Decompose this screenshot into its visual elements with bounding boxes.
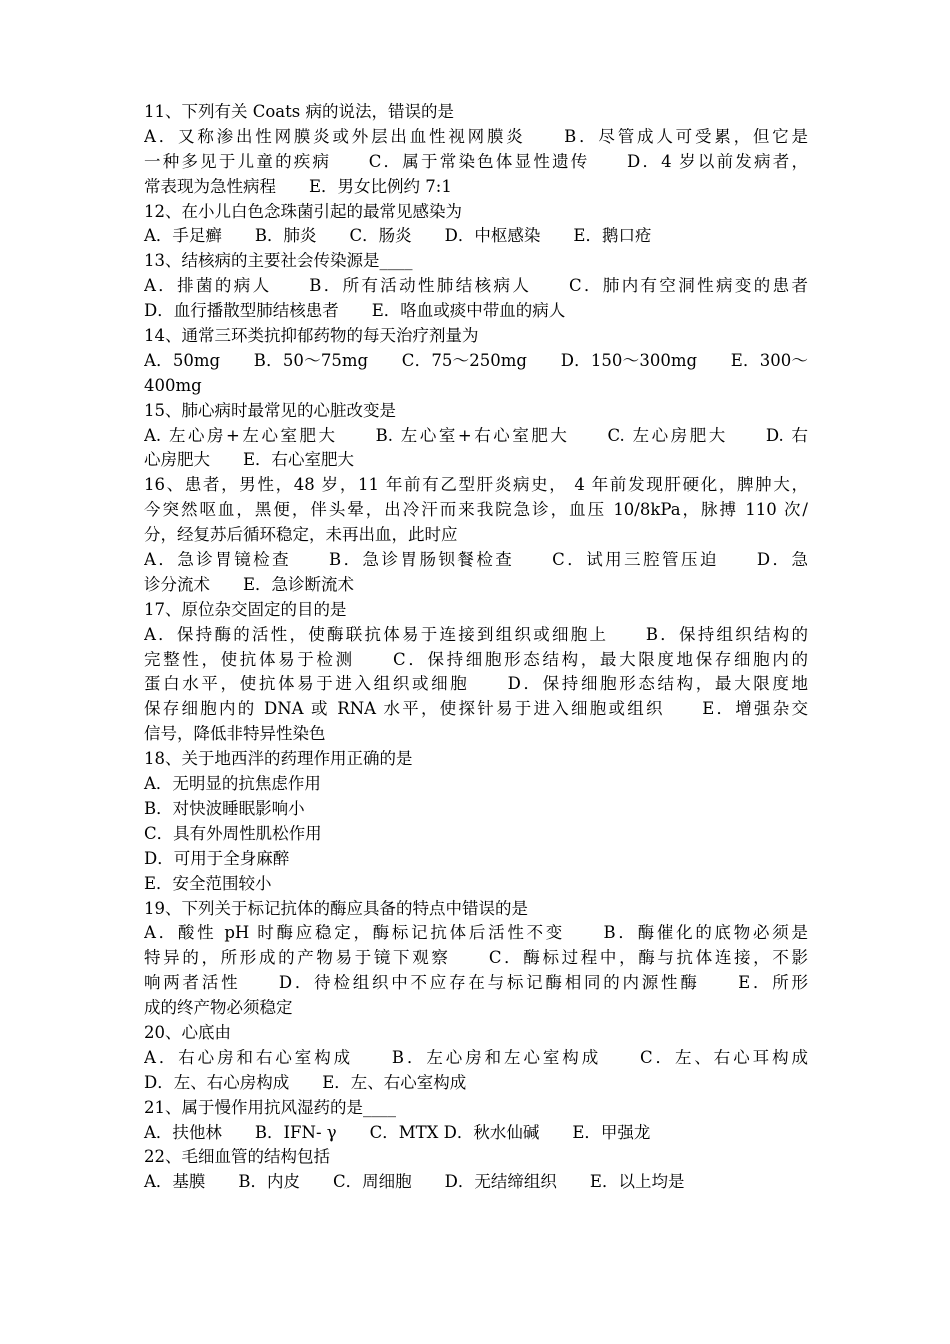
text-line: 特异的，所形成的产物易于镜下观察 C．酶标过程中，酶与抗体连接，不影: [144, 948, 808, 968]
text-line: C．具有外周性肌松作用: [144, 823, 322, 843]
text-line: A. 左心房+左心室肥大 B. 左心室+右心室肥大 C. 左心房肥大 D. 右: [144, 425, 808, 445]
text-line: A．又称渗出性网膜炎或外层出血性视网膜炎 B．尽管成人可受累，但它是: [144, 126, 808, 146]
text-line: D．血行播散型肺结核患者 E．咯血或痰中带血的病人: [144, 301, 566, 321]
text-line: A．右心房和右心室构成 B．左心房和左心室构成 C．左、右心耳构成: [144, 1047, 808, 1067]
text-line: 信号，降低非特异性染色: [144, 724, 326, 744]
text-line: A．无明显的抗焦虑作用: [144, 774, 321, 794]
text-line: A．急诊胃镜检查 B．急诊胃肠钡餐检查 C．试用三腔管压迫 D．急: [144, 550, 808, 570]
text-line: E．安全范围较小: [144, 873, 272, 893]
text-line: 13、结核病的主要社会传染源是____: [144, 251, 413, 271]
text-line: 一种多见于儿童的疾病 C．属于常染色体显性遗传 D．4 岁以前发病者，: [144, 151, 808, 171]
text-line: 蛋白水平，使抗体易于进入组织或细胞 D．保持细胞形态结构，最大限度地: [144, 674, 808, 694]
text-line: D．左、右心房构成 E．左、右心室构成: [144, 1072, 467, 1092]
text-line: 保存细胞内的 DNA 或 RNA 水平，使探针易于进入细胞或组织 E．增强杂交: [144, 699, 808, 719]
text-line: A．酸性 pH 时酶应稳定，酶标记抗体后活性不变 B．酶催化的底物必须是: [144, 923, 808, 943]
text-line: 16、患者，男性，48 岁，11 年前有乙型肝炎病史， 4 年前发现肝硬化，脾肿大，: [144, 475, 808, 495]
text-line: 常表现为急性病程 E．男女比例约 7:1: [144, 176, 452, 196]
text-line: 响两者活性 D．待检组织中不应存在与标记酶相同的内源性酶 E．所形: [144, 973, 808, 993]
document-page: [144, 100, 808, 1195]
text-line: 18、关于地西泮的药理作用正确的是: [144, 749, 413, 769]
text-line: A．基膜 B．内皮 C．周细胞 D．无结缔组织 E．以上均是: [144, 1172, 685, 1192]
text-line: A．50mg B．50～75mg C．75～250mg D．150～300mg E．300～: [144, 350, 808, 370]
text-line: 15、肺心病时最常见的心脏改变是: [144, 400, 396, 420]
text-line: 11、下列有关 Coats 病的说法，错误的是: [144, 102, 454, 121]
text-line: 成的终产物必须稳定: [144, 998, 293, 1018]
text-line: B．对快波睡眠影响小: [144, 798, 305, 818]
text-line: 12、在小儿白色念珠菌引起的最常见感染为: [144, 201, 462, 221]
text-line: A．手足癣 B．肺炎 C．肠炎 D．中枢感染 E．鹅口疮: [144, 226, 652, 246]
text-line: 17、原位杂交固定的目的是: [144, 599, 347, 619]
text-line: 诊分流术 E．急诊断流术: [144, 574, 355, 594]
text-line: 22、毛细血管的结构包括: [144, 1147, 330, 1167]
text-line: D．可用于全身麻醉: [144, 848, 290, 868]
text-line: 21、属于慢作用抗风湿药的是____: [144, 1097, 396, 1117]
text-line: A．扶他林 B．IFN- γ C．MTX D．秋水仙碱 E．甲强龙: [144, 1122, 651, 1142]
text-line: 完整性，使抗体易于检测 C．保持细胞形态结构，最大限度地保存细胞内的: [144, 649, 808, 669]
text-line: 400mg: [144, 375, 202, 395]
text-line: 分，经复苏后循环稳定，未再出血，此时应: [144, 525, 458, 545]
text-line: A．保持酶的活性，使酶联抗体易于连接到组织或细胞上 B．保持组织结构的: [144, 624, 808, 644]
text-line: A．排菌的病人 B．所有活动性肺结核病人 C．肺内有空洞性病变的患者: [144, 276, 808, 296]
text-line: 今突然呕血，黑便，伴头晕，出冷汗而来我院急诊，血压 10/8kPa，脉搏 110 次/: [144, 500, 808, 520]
text-line: 20、心底由: [144, 1022, 231, 1042]
text-line: 心房肥大 E．右心室肥大: [144, 450, 355, 470]
text-line: 19、下列关于标记抗体的酶应具备的特点中错误的是: [144, 898, 528, 918]
text-line: 14、通常三环类抗抑郁药物的每天治疗剂量为: [144, 326, 479, 346]
